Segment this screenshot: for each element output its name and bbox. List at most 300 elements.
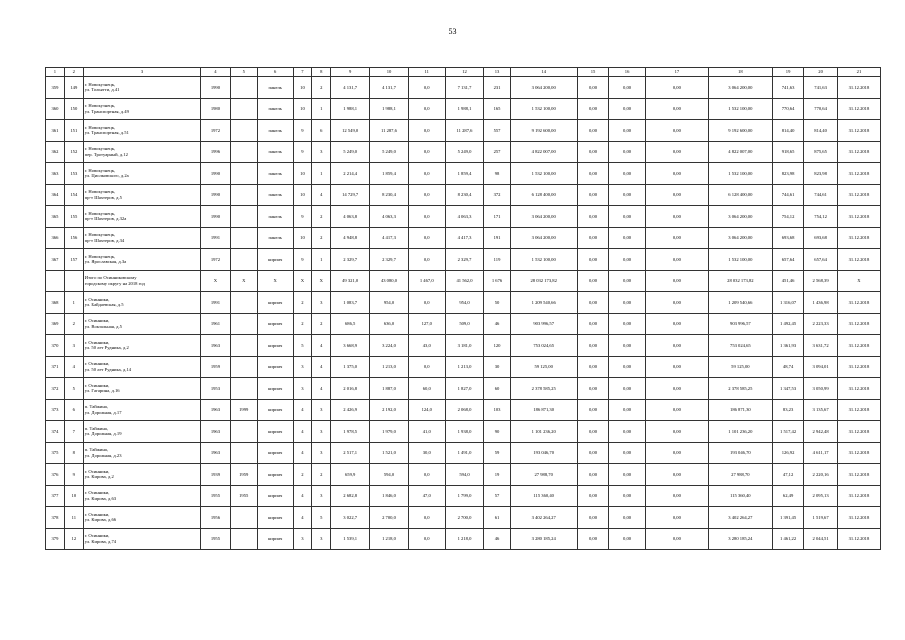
- table-row: [46, 227, 881, 249]
- table-cell: 0,00: [577, 206, 608, 228]
- table-cell: 814,40: [804, 120, 838, 142]
- cell-line: ул. 50 лет Рудника, д.14: [84, 366, 132, 372]
- cell-line: п. Тайжина,: [84, 425, 108, 431]
- table-cell: 0,00: [577, 77, 608, 99]
- table-cell: 0,0: [408, 163, 445, 185]
- table-cell: 31.12.2018: [837, 485, 880, 507]
- cell-line: ул. Транспортная, д.49: [84, 108, 129, 114]
- table-cell: панель: [257, 98, 293, 120]
- table-row: [46, 399, 881, 421]
- table-cell: 2 426,9: [331, 399, 370, 421]
- table-cell: [230, 356, 257, 378]
- table-cell: кирпич: [257, 356, 293, 378]
- table-cell: 1972: [201, 120, 230, 142]
- table-cell: 1963: [201, 335, 230, 357]
- table-cell: 31.12.2018: [837, 528, 880, 550]
- table-cell: 31.12.2018: [837, 292, 880, 314]
- table-row: [46, 77, 881, 99]
- cell-line: ул. Гагарина, д.16: [84, 388, 120, 394]
- table-cell: кирпич: [257, 249, 293, 271]
- table-cell: 1961: [201, 313, 230, 335]
- table-cell: [83, 335, 200, 357]
- table-cell: 4: [293, 507, 312, 529]
- table-cell: 3: [312, 485, 331, 507]
- table-cell: [83, 356, 200, 378]
- table-cell: 3 064 200,00: [708, 227, 772, 249]
- table-cell: [230, 120, 257, 142]
- table-cell: 0,0: [408, 507, 445, 529]
- table-cell: X: [837, 270, 880, 292]
- table-cell: кирпич: [257, 442, 293, 464]
- cell-line: ул. Кирова, д.66: [84, 517, 117, 523]
- table-row: [46, 356, 881, 378]
- table-cell: 154: [64, 184, 83, 206]
- table-cell: 2 095,13: [804, 485, 838, 507]
- table-cell: 59 125,00: [510, 356, 577, 378]
- table-cell: 27 988,70: [708, 464, 772, 486]
- table-cell: 0,0: [408, 120, 445, 142]
- table-cell: 27 988,70: [510, 464, 577, 486]
- table-cell: 0,00: [609, 356, 646, 378]
- table-cell: 31.12.2018: [837, 335, 880, 357]
- column-header: 7: [293, 68, 312, 77]
- table-cell: 4: [293, 421, 312, 443]
- table-cell: 1 347,53: [772, 378, 803, 400]
- column-header: 4: [201, 68, 230, 77]
- column-header: 16: [609, 68, 646, 77]
- table-cell: 770,64: [772, 98, 803, 120]
- table-cell: 0,00: [609, 378, 646, 400]
- table-cell: 1959: [201, 356, 230, 378]
- table-cell: 686,5: [331, 313, 370, 335]
- table-cell: [230, 378, 257, 400]
- table-cell: 1: [312, 249, 331, 271]
- cell-line: г. Осинники,: [84, 490, 110, 496]
- table-cell: 151: [64, 120, 83, 142]
- table-cell: 149: [64, 77, 83, 99]
- table-cell: 4: [312, 335, 331, 357]
- table-cell: 48,74: [772, 356, 803, 378]
- table-cell: 0,00: [645, 184, 708, 206]
- table-cell: 4: [312, 378, 331, 400]
- table-cell: 4 417,3: [445, 227, 484, 249]
- cell-line: ул. Кирова, д.74: [84, 538, 117, 544]
- table-cell: 28 032 173,82: [708, 270, 772, 292]
- table-cell: 57: [484, 485, 510, 507]
- cell-line: ул. Дорожная, д.17: [84, 409, 122, 415]
- table-cell: 2 329,7: [370, 249, 409, 271]
- table-cell: [83, 507, 200, 529]
- table-cell: 0,00: [609, 227, 646, 249]
- cell-line: г. Осинники,: [84, 382, 110, 388]
- table-cell: 4 063,3: [370, 206, 409, 228]
- table-cell: 0,00: [609, 270, 646, 292]
- table-cell: 5 249,0: [445, 141, 484, 163]
- table-cell: панель: [257, 120, 293, 142]
- table-cell: 4 822 007,00: [708, 141, 772, 163]
- table-cell: 2: [312, 206, 331, 228]
- table-cell: 3 050,99: [804, 378, 838, 400]
- table-cell: [230, 206, 257, 228]
- table-cell: 0,0: [408, 227, 445, 249]
- cell-line: ул. Байдаевская, д.5: [84, 302, 124, 308]
- column-header: 17: [645, 68, 708, 77]
- column-header: 2: [64, 68, 83, 77]
- table-cell: 1 361,93: [772, 335, 803, 357]
- table-cell: 2: [293, 292, 312, 314]
- table-cell: 903 996,57: [510, 313, 577, 335]
- table-cell: 41,0: [408, 421, 445, 443]
- table-cell: 157: [64, 249, 83, 271]
- cell-line: ул. Транспортная, д.51: [84, 130, 129, 136]
- table-cell: кирпич: [257, 378, 293, 400]
- table-cell: 50: [484, 292, 510, 314]
- table-cell: 2 517,1: [331, 442, 370, 464]
- column-header: 11: [408, 68, 445, 77]
- table-cell: 1 532 100,00: [708, 98, 772, 120]
- table-cell: 1963: [201, 399, 230, 421]
- table-cell: 1990: [201, 163, 230, 185]
- table-cell: 744,61: [804, 184, 838, 206]
- table-cell: 1 859,4: [370, 163, 409, 185]
- table-cell: 0,00: [645, 421, 708, 443]
- table-cell: 127,0: [408, 313, 445, 335]
- table-cell: 0,00: [645, 378, 708, 400]
- cell-line: ул. Циолковского, д.2а: [84, 173, 129, 179]
- table-cell: 362: [46, 141, 65, 163]
- table-cell: 4: [293, 442, 312, 464]
- table-cell: 3 064 200,00: [708, 77, 772, 99]
- table-cell: [83, 270, 200, 292]
- cell-line: г. Осинники,: [84, 361, 110, 367]
- table-cell: 5 249,0: [331, 141, 370, 163]
- table-cell: 1 218,0: [445, 528, 484, 550]
- table-cell: 0,00: [577, 270, 608, 292]
- table-cell: 1956: [201, 507, 230, 529]
- table-cell: [83, 399, 200, 421]
- table-cell: 0,00: [577, 313, 608, 335]
- table-cell: 373: [46, 399, 65, 421]
- table-row: [46, 485, 881, 507]
- table-cell: 3: [293, 378, 312, 400]
- table-cell: 31.12.2018: [837, 399, 880, 421]
- table-cell: 2 329,7: [331, 249, 370, 271]
- table-cell: 1 375,0: [331, 356, 370, 378]
- table-cell: 2: [312, 227, 331, 249]
- table-row: [46, 206, 881, 228]
- table-cell: 509,0: [445, 313, 484, 335]
- table-cell: 120: [484, 335, 510, 357]
- column-header: 18: [708, 68, 772, 77]
- table-cell: 0,0: [408, 249, 445, 271]
- table-cell: 41 562,0: [445, 270, 484, 292]
- table-cell: панель: [257, 227, 293, 249]
- table-cell: 5: [64, 378, 83, 400]
- table-cell: 693,68: [804, 227, 838, 249]
- cell-line: г. Новокузнецк,: [84, 232, 116, 238]
- table-cell: 2 214,4: [331, 163, 370, 185]
- table-cell: 0,00: [609, 77, 646, 99]
- table-cell: 1 209 540,66: [510, 292, 577, 314]
- table-cell: 31.12.2018: [837, 141, 880, 163]
- table-cell: 557: [484, 120, 510, 142]
- table-cell: 823,98: [772, 163, 803, 185]
- table-cell: 1 209 540,66: [708, 292, 772, 314]
- table-cell: 2 044,51: [804, 528, 838, 550]
- table-cell: 1 391,45: [772, 507, 803, 529]
- table-cell: 3 064 200,00: [708, 206, 772, 228]
- table-cell: 3 094,01: [804, 356, 838, 378]
- column-header: 6: [257, 68, 293, 77]
- table-cell: [83, 98, 200, 120]
- table-cell: 9: [293, 141, 312, 163]
- table-cell: 823,98: [804, 163, 838, 185]
- table-cell: 5: [293, 335, 312, 357]
- table-cell: 60: [484, 378, 510, 400]
- table-cell: 6: [64, 399, 83, 421]
- table-cell: 1 887,0: [370, 378, 409, 400]
- table-cell: 744,61: [772, 184, 803, 206]
- table-cell: 2 223,33: [804, 313, 838, 335]
- table-cell: 371: [46, 356, 65, 378]
- table-cell: 0,0: [408, 206, 445, 228]
- table-cell: 10: [293, 77, 312, 99]
- table-cell: 376: [46, 464, 65, 486]
- table-cell: 360: [46, 98, 65, 120]
- table-cell: 28 032 173,82: [510, 270, 577, 292]
- table-cell: 47,0: [408, 485, 445, 507]
- table-cell: 4: [312, 356, 331, 378]
- table-cell: 126,92: [772, 442, 803, 464]
- table-cell: 115 360,40: [708, 485, 772, 507]
- table-cell: 0,00: [645, 292, 708, 314]
- table-cell: 4 063,3: [445, 206, 484, 228]
- table-cell: 3: [312, 528, 331, 550]
- table-cell: 3: [64, 335, 83, 357]
- table-cell: 2: [293, 464, 312, 486]
- table-cell: 4 063,8: [331, 206, 370, 228]
- table-cell: [230, 313, 257, 335]
- table-cell: 19: [484, 464, 510, 486]
- table-cell: 0,00: [645, 485, 708, 507]
- table-cell: 8 230,4: [445, 184, 484, 206]
- table-cell: 193 046,70: [510, 442, 577, 464]
- table-row: [46, 464, 881, 486]
- table-row: [46, 163, 881, 185]
- table-cell: 5: [312, 507, 331, 529]
- table-cell: 1963: [201, 421, 230, 443]
- table-row: [46, 442, 881, 464]
- table-cell: 1990: [201, 206, 230, 228]
- table-row: [46, 141, 881, 163]
- table-cell: 754,12: [804, 206, 838, 228]
- table-cell: 0,00: [645, 335, 708, 357]
- table-cell: панель: [257, 184, 293, 206]
- table-cell: 1991: [201, 292, 230, 314]
- table-cell: 156: [64, 227, 83, 249]
- table-cell: 0,00: [609, 313, 646, 335]
- table-cell: [83, 120, 200, 142]
- table-cell: X: [312, 270, 331, 292]
- table-cell: 98: [484, 163, 510, 185]
- table-cell: [230, 421, 257, 443]
- table-cell: кирпич: [257, 421, 293, 443]
- table-cell: 366: [46, 227, 65, 249]
- table-cell: 379: [46, 528, 65, 550]
- table-cell: 12: [64, 528, 83, 550]
- table-cell: 1955: [230, 485, 257, 507]
- table-cell: 5 249,0: [370, 141, 409, 163]
- table-cell: 1 517,42: [772, 421, 803, 443]
- table-cell: 0,00: [577, 98, 608, 120]
- table-cell: 1 521,0: [370, 442, 409, 464]
- table-cell: 954,0: [370, 292, 409, 314]
- table-cell: 0,00: [645, 270, 708, 292]
- table-cell: 31.12.2018: [837, 442, 880, 464]
- table-cell: 3: [293, 356, 312, 378]
- table-cell: 0,00: [609, 120, 646, 142]
- table-row: [46, 528, 881, 550]
- table-cell: [83, 313, 200, 335]
- table-cell: 594,0: [370, 464, 409, 486]
- table-cell: 1 491,0: [445, 442, 484, 464]
- table-cell: 46: [484, 528, 510, 550]
- table-cell: 361: [46, 120, 65, 142]
- table-cell: 741,63: [772, 77, 803, 99]
- table-cell: 0,0: [408, 464, 445, 486]
- table-cell: 0,0: [408, 77, 445, 99]
- column-header: 19: [772, 68, 803, 77]
- table-cell: 186 871,30: [510, 399, 577, 421]
- table-cell: панель: [257, 77, 293, 99]
- table-cell: 0,00: [645, 528, 708, 550]
- table-cell: 3 280 185,24: [510, 528, 577, 550]
- cell-line: пр-т Шахтеров, д.34: [84, 237, 125, 243]
- table-cell: 119: [484, 249, 510, 271]
- table-cell: 1 859,4: [445, 163, 484, 185]
- cell-line: п. Тайжина,: [84, 447, 108, 453]
- table-cell: 918,65: [772, 141, 803, 163]
- table-cell: 0,00: [645, 313, 708, 335]
- table-cell: 9 192 600,00: [708, 120, 772, 142]
- column-header: 10: [370, 68, 409, 77]
- table-cell: 9: [293, 206, 312, 228]
- table-cell: X: [257, 270, 293, 292]
- table-cell: 1 846,0: [370, 485, 409, 507]
- table-cell: 31.12.2018: [837, 227, 880, 249]
- table-cell: 3 181,0: [445, 335, 484, 357]
- table-cell: [230, 227, 257, 249]
- cell-line: г. Новокузнецк,: [84, 124, 116, 130]
- table-cell: 83,23: [772, 399, 803, 421]
- table-cell: 3 064 200,00: [510, 77, 577, 99]
- table-cell: 0,00: [577, 485, 608, 507]
- table-cell: 0,00: [645, 141, 708, 163]
- table-cell: 31.12.2018: [837, 120, 880, 142]
- table-cell: 4: [293, 485, 312, 507]
- table-cell: 1999: [230, 399, 257, 421]
- table-cell: 46: [484, 313, 510, 335]
- cell-line: г. Осинники,: [84, 296, 110, 302]
- table-cell: 0,00: [645, 464, 708, 486]
- table-cell: 1 467,0: [408, 270, 445, 292]
- table-cell: 165: [484, 98, 510, 120]
- table-cell: 31.12.2018: [837, 421, 880, 443]
- table-cell: 0,00: [609, 528, 646, 550]
- table-cell: [83, 249, 200, 271]
- table-cell: 0,00: [609, 335, 646, 357]
- table-cell: 8: [64, 442, 83, 464]
- table-cell: 47,12: [772, 464, 803, 486]
- table-cell: 0,0: [408, 356, 445, 378]
- table-cell: 0,0: [408, 141, 445, 163]
- column-header: 13: [484, 68, 510, 77]
- table-cell: 1 083,7: [331, 292, 370, 314]
- table-cell: 0,00: [577, 292, 608, 314]
- table-cell: 1 101 236,20: [708, 421, 772, 443]
- table-cell: 770,64: [804, 98, 838, 120]
- table-cell: 61: [484, 507, 510, 529]
- table-cell: 1 988,1: [331, 98, 370, 120]
- table-cell: 1953: [201, 378, 230, 400]
- table-cell: 257: [484, 141, 510, 163]
- column-header: 15: [577, 68, 608, 77]
- table-cell: 31.12.2018: [837, 249, 880, 271]
- table-cell: кирпич: [257, 292, 293, 314]
- table-cell: 3: [312, 399, 331, 421]
- table-cell: 1 101 236,20: [510, 421, 577, 443]
- table-cell: 10: [293, 163, 312, 185]
- table-cell: 370: [46, 335, 65, 357]
- table-cell: 2 700,0: [370, 507, 409, 529]
- table-cell: 103: [484, 399, 510, 421]
- table-cell: [230, 507, 257, 529]
- column-header: 5: [230, 68, 257, 77]
- table-cell: [83, 378, 200, 400]
- cell-line: ул. Кирова, д.63: [84, 495, 117, 501]
- table-cell: 378: [46, 507, 65, 529]
- table-cell: 0,00: [609, 399, 646, 421]
- table-cell: 1 532 100,00: [708, 163, 772, 185]
- table-cell: 9: [64, 464, 83, 486]
- table-cell: [83, 464, 200, 486]
- table-cell: 10: [293, 227, 312, 249]
- table-cell: 3 402 264,27: [708, 507, 772, 529]
- table-cell: 1955: [201, 485, 230, 507]
- table-cell: 954,0: [445, 292, 484, 314]
- table-cell: 1 213,0: [445, 356, 484, 378]
- table-cell: 372: [484, 184, 510, 206]
- table-cell: 1 988,1: [370, 98, 409, 120]
- page-number: 53: [448, 27, 457, 36]
- table-cell: X: [201, 270, 230, 292]
- table-cell: 0,00: [645, 507, 708, 529]
- table-cell: 2: [312, 464, 331, 486]
- table-cell: 1 436,98: [804, 292, 838, 314]
- cell-line: пр-т Шахтеров, д.5: [84, 194, 122, 200]
- table-cell: 1 938,0: [445, 421, 484, 443]
- table-cell: 14 729,7: [331, 184, 370, 206]
- column-header: 12: [445, 68, 484, 77]
- table-cell: панель: [257, 163, 293, 185]
- table-cell: 1990: [201, 77, 230, 99]
- table-cell: 2 682,8: [331, 485, 370, 507]
- table-cell: 3 402 264,27: [510, 507, 577, 529]
- table-cell: 4 417,3: [370, 227, 409, 249]
- table-cell: 1 978,5: [331, 421, 370, 443]
- table-cell: 6 128 400,00: [510, 184, 577, 206]
- table-cell: 59 125,00: [708, 356, 772, 378]
